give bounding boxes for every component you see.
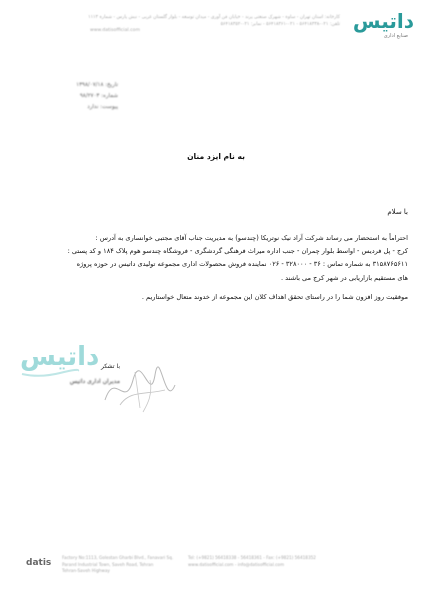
footer-address-line: Parand Industrial Town, Saveh Road, Tehran	[62, 561, 154, 567]
body-line: احتراماً به استحضار می رساند شرکت آراد نیک نوتریکا (چندسو) به مدیریت جناب آقای مجتبی خوانساری به آدرس :	[95, 234, 408, 242]
letter-date: تاریخ: ۱۳۹۸/۰۷/۱۸	[76, 82, 118, 88]
handwritten-signature	[95, 360, 185, 420]
body-line: های مستقیم بازاریابی در شهر کرج می باشند .	[280, 273, 408, 282]
footer-address	[62, 555, 172, 575]
letter-number: شماره: ۹۸/۲۷۰۳	[79, 93, 118, 99]
salutation: با سلام	[387, 208, 408, 216]
letter-title: به نام ایزد منان	[187, 152, 245, 161]
letter-body	[22, 208, 408, 301]
logo-subtext: صنایع اداری	[383, 33, 408, 39]
datis-logo	[348, 10, 414, 44]
footer-logo: datis	[26, 558, 52, 568]
signer-name: مدیران اداری داتیس	[69, 378, 120, 385]
letterhead-phone: تلفن: ۰۲۱-۵۶۴۱۸۳۳۸ - ۰۲۱-۵۶۴۱۸۳۶۱ - نمابر: ۰۲۱-۵۶۴۱۸۳۵۲	[220, 21, 340, 27]
letter-paragraph	[22, 232, 408, 285]
closing-line: موفقیت روز افزون شما را در راستای تحقق اهداف کلان این مجموعه از خدوند متعال خواستاریم .	[141, 292, 408, 301]
letter-meta	[38, 80, 118, 113]
letterhead-website: www.datisofficial.com	[90, 28, 140, 33]
signature-thanks: با تشکر	[100, 363, 120, 370]
stamp-text: داتیس	[20, 342, 100, 372]
body-line: کرج - پل فردیس - اواسط بلوار چمران - جنب اداره میراث فرهنگی گردشگری - فروشگاه چندسو هوم پلاک ۱۸۴ و کد پستی :	[67, 247, 408, 256]
footer-contact	[188, 555, 358, 568]
logo-text: داتیس	[352, 9, 414, 33]
letterhead-contact	[90, 15, 340, 35]
letter-attachment: پیوست: ندارد	[87, 104, 118, 110]
footer-address-line: Factory No:1113, Golestan Gharbi Blvd., Fanavari Sq.	[62, 555, 174, 560]
letterhead-address: کارخانه: استان تهران - ساوه - شهرک صنعتی پرند - خیابان فن آوری - میدان توسعه - بلوار گلستان غربی - نبش پارس - شماره ۱۱۱۳	[88, 15, 340, 20]
footer-phone: Tel: (+9821) 56418338 - 56418361 - Fax: (+9821) 56418352	[188, 555, 316, 560]
footer-address-line: Tehran-Saveh Highway	[62, 568, 110, 573]
body-line: ۳۱۵۸۷۶۵۶۱۱ به شماره تماس : ۳۶ - ۳۲۸۰۰۰ - ۰۲۶ نماینده فروش محصولات اداری مجموعه تولیدی داتیس در حوزه پروژه	[76, 260, 408, 269]
footer-web: www.datisofficial.com - info@datisofficial.com	[188, 561, 285, 567]
